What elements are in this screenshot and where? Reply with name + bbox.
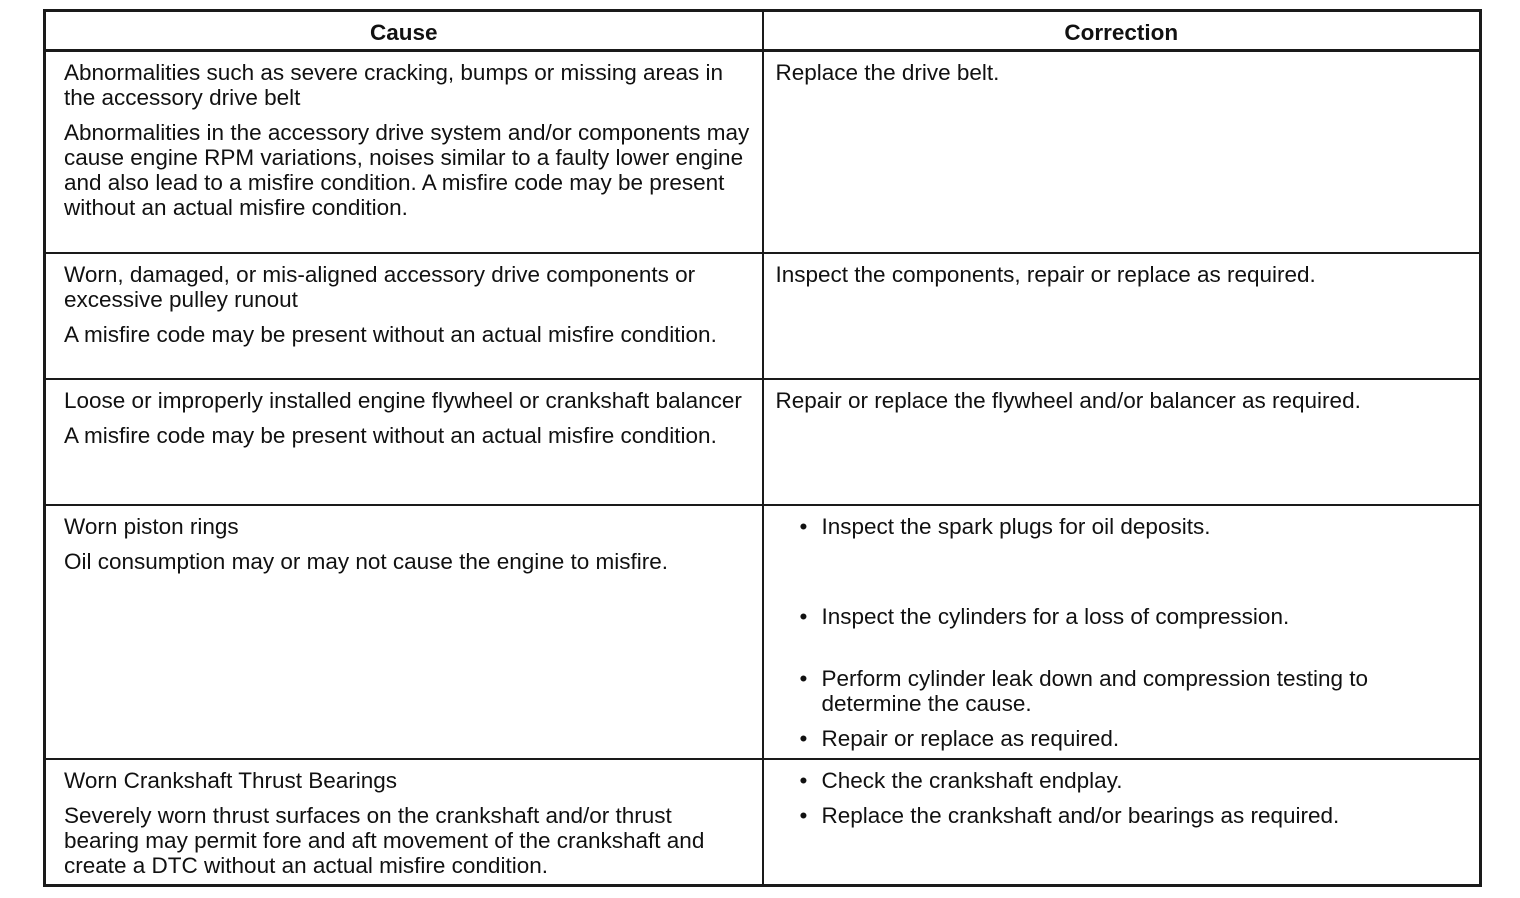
cause-text: Worn Crankshaft Thrust Bearings (64, 768, 398, 793)
correction-list (776, 514, 1468, 751)
correction-cell (763, 379, 1481, 505)
bullet-icon: • (799, 803, 808, 828)
list-item-text: Inspect the spark plugs for oil deposits. (821, 514, 1211, 539)
cause-cell (45, 759, 763, 886)
cause-text: Worn, damaged, or mis-aligned accessory drive components or excessive pulley runout (64, 262, 696, 312)
list-item (776, 726, 1468, 751)
correction-cell (763, 505, 1481, 759)
correction-text: Replace the drive belt. (775, 60, 1000, 85)
correction-text: Inspect the components, repair or replace as required. (775, 262, 1316, 287)
bullet-icon: • (799, 666, 808, 691)
correction-cell (763, 759, 1481, 886)
cause-text: Loose or improperly installed engine flywheel or crankshaft balancer (64, 388, 742, 413)
list-item-text: Check the crankshaft endplay. (821, 768, 1123, 793)
cause-cell (45, 379, 763, 505)
cause-note: Abnormalities in the accessory drive system and/or components may cause engine RPM variations, noises similar to a faulty lower engine and also lead to a misfire condition. A misfire code may be present without an actual misfire condition. (64, 120, 750, 220)
cause-note: A misfire code may be present without an actual misfire condition. (64, 423, 717, 448)
bullet-icon: • (799, 768, 808, 793)
bullet-icon: • (799, 604, 808, 629)
list-item (776, 768, 1468, 793)
cause-cell (45, 253, 763, 379)
table-header-row (45, 11, 1481, 51)
cause-note: Severely worn thrust surfaces on the crankshaft and/or thrust bearing may permit fore and aft movement of the crankshaft and create a DTC without an actual misfire condition. (64, 803, 705, 878)
list-item (776, 666, 1468, 716)
bullet-icon: • (799, 726, 808, 751)
cause-text: Abnormalities such as severe cracking, bumps or missing areas in the accessory drive belt (64, 60, 724, 110)
list-item (776, 803, 1468, 828)
cause-correction-table (43, 9, 1482, 887)
cause-note: Oil consumption may or may not cause the engine to misfire. (64, 549, 669, 574)
table-row (45, 379, 1481, 505)
table-row (45, 759, 1481, 886)
list-item (776, 514, 1468, 539)
list-item-text: Replace the crankshaft and/or bearings as required. (821, 803, 1340, 828)
table-row (45, 253, 1481, 379)
list-item-text: Repair or replace as required. (821, 726, 1120, 751)
correction-list (776, 768, 1468, 828)
list-item-text: Inspect the cylinders for a loss of compression. (821, 604, 1290, 629)
list-item-text: Perform cylinder leak down and compression testing to determine the cause. (821, 666, 1369, 716)
column-header-cause: Cause (45, 11, 763, 51)
cause-note: A misfire code may be present without an actual misfire condition. (64, 322, 717, 347)
correction-cell (763, 253, 1481, 379)
cause-cell (45, 51, 763, 254)
list-item (776, 604, 1468, 629)
column-header-correction: Correction (763, 11, 1481, 51)
correction-cell (763, 51, 1481, 254)
table-row (45, 51, 1481, 254)
correction-text: Repair or replace the flywheel and/or balancer as required. (775, 388, 1361, 413)
cause-cell (45, 505, 763, 759)
table-row (45, 505, 1481, 759)
cause-text: Worn piston rings (64, 514, 239, 539)
bullet-icon: • (799, 514, 808, 539)
